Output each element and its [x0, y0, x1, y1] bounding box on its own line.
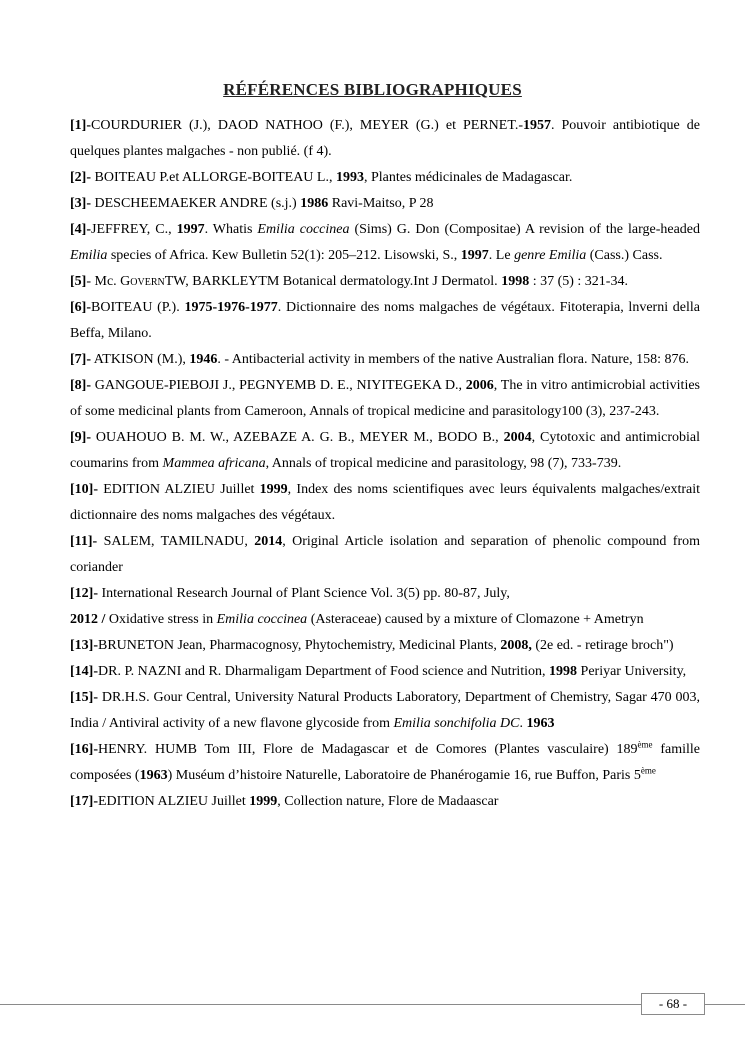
reference-item: [17]-EDITION ALZIEU Juillet 1999, Collection nature, Flore de Madaascar [70, 794, 499, 809]
reference-item: [13]-BRUNETON Jean, Pharmacognosy, Phytochemistry, Medicinal Plants, 2008, (2e ed. - retirage broch") [70, 638, 674, 653]
reference-item: [8]- GANGOUE-PIEBOJI J., PEGNYEMB D. E., NIYITEGEKA D., 2006, The in vitro antimicrobial activities of some medicinal plants from Cameroon, Annals of tropical medicine and parasitology100 (3), 237-243. [70, 378, 700, 419]
reference-list [70, 113, 700, 815]
reference-item: [10]- EDITION ALZIEU Juillet 1999, Index des noms scientifiques avec leurs équivalents malgaches/extrait dictionnaire des noms malgaches des végétaux. [70, 482, 700, 523]
reference-item: [11]- SALEM, TAMILNADU, 2014, Original Article isolation and separation of phenolic compound from coriander [70, 534, 701, 575]
reference-item: [1]-COURDURIER (J.), DAOD NATHOO (F.), MEYER (G.) et PERNET.-1957. Pouvoir antibiotique de quelques plantes malgaches - non publié. (f 4). [70, 118, 700, 159]
reference-item: [5]- Mc. GovernTW, BARKLEYTM Botanical dermatology.Int J Dermatol. 1998 : 37 (5) : 321-34. [70, 274, 628, 289]
reference-item: [3]- DESCHEEMAEKER ANDRE (s.j.) 1986 Ravi-Maitso, P 28 [70, 196, 434, 211]
reference-item: [9]- OUAHOUO B. M. W., AZEBAZE A. G. B., MEYER M., BODO B., 2004, Cytotoxic and antimicrobial coumarins from Mammea africana, Annals of tropical medicine and parasitology, 98 (7), 733-739. [70, 430, 701, 471]
reference-item: [7]- ATKISON (M.), 1946. - Antibacterial activity in members of the native Australian flora. Nature, 158: 876. [70, 352, 689, 367]
reference-item: [4]-JEFFREY, C., 1997. Whatis Emilia coccinea (Sims) G. Don (Compositae) A revision of the large-headed Emilia species of Africa. Kew Bulletin 52(1): 205–212. Lisowski, S., 1997. Le genre Emilia (Cass.) Cass. [70, 222, 701, 263]
reference-item: [2]- BOITEAU P.et ALLORGE-BOITEAU L., 1993, Plantes médicinales de Madagascar. [70, 170, 573, 185]
page-number: - 68 - [641, 993, 705, 1015]
footer-rule [0, 1004, 745, 1005]
reference-item: [15]- DR.H.S. Gour Central, University Natural Products Laboratory, Department of Chemistry, Sagar 470 003, India / Antiviral activity of a new flavone glycoside from Emilia sonchifolia DC. 1963 [70, 690, 700, 731]
reference-item: [14]-DR. P. NAZNI and R. Dharmaligam Department of Food science and Nutrition, 1998 Periyar University, [70, 664, 687, 679]
reference-item: [16]-HENRY. HUMB Tom III, Flore de Madagascar et de Comores (Plantes vasculaire) 189ème famille composées (1963) Muséum d’histoire Naturelle, Laboratoire de Phanérogamie 16, rue Buffon, Paris 5ème [70, 739, 700, 783]
page-title: RÉFÉRENCES BIBLIOGRAPHIQUES [223, 80, 522, 99]
reference-item: [12]- International Research Journal of Plant Science Vol. 3(5) pp. 80-87, July, 2012 / Oxidative stress in Emilia coccinea (Asteraceae) caused by a mixture of Clomazone + Ametryn [70, 586, 644, 627]
reference-item: [6]-BOITEAU (P.). 1975-1976-1977. Dictionnaire des noms malgaches de végétaux. Fitoterapia, lnverni della Beffa, Milano. [70, 300, 701, 341]
